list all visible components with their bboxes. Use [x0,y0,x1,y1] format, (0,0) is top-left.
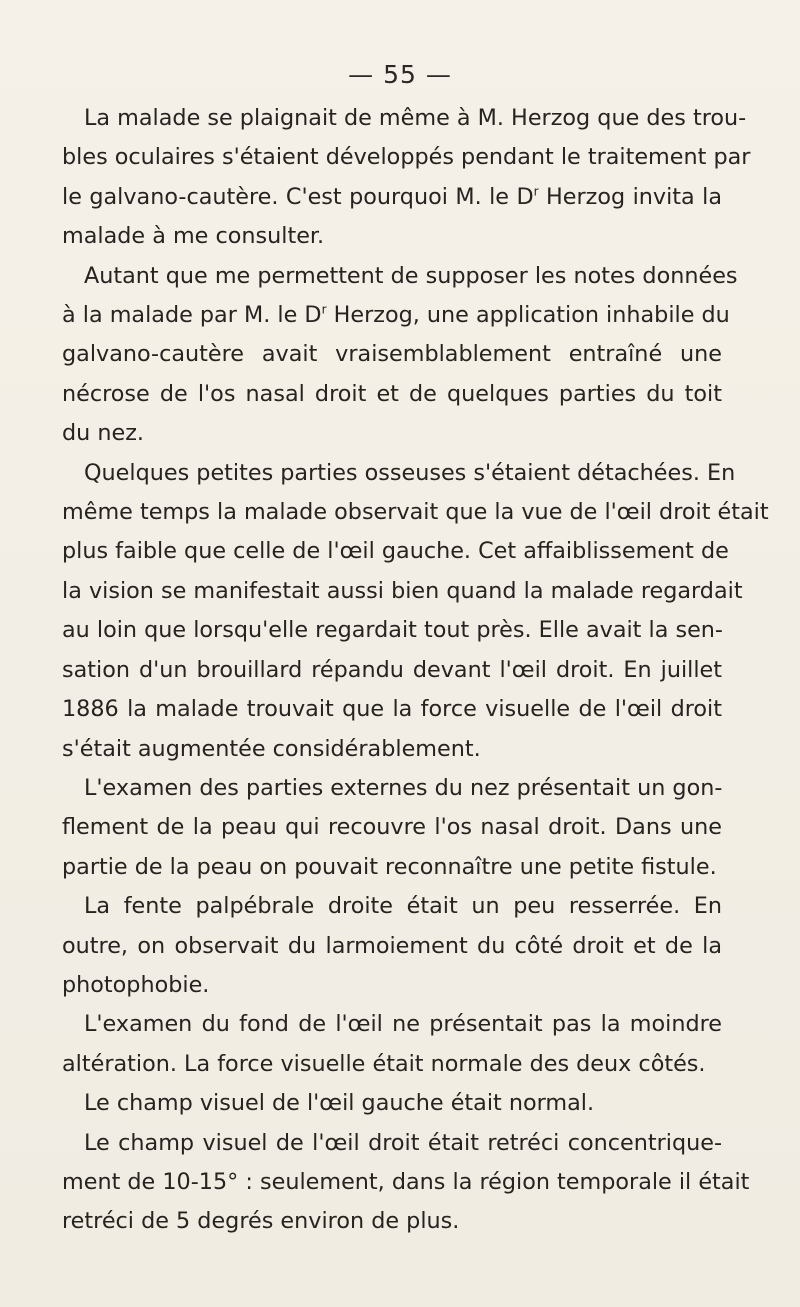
text-line: Quelques petites parties osseuses s'étaient détachées. En [84,459,736,486]
text-line: Le champ visuel de l'œil droit était retréci concentrique- [84,1129,722,1156]
text-line: photophobie. [62,971,210,998]
paragraph [62,1005,722,1084]
text-line: le galvano-cautère. C'est pourquoi M. le $D^r$ Herzog invita la [62,183,722,210]
text-line: 1886 la malade trouvait que la force visuelle de l'œil droit [62,696,722,723]
text-line: Le champ visuel de l'œil gauche était normal. [84,1090,595,1117]
text-line: partie de la peau on pouvait reconnaître une petite fistule. [62,853,717,880]
paragraph [62,1084,722,1123]
body-text [62,99,769,1242]
text-line: à la malade par M. le $D^r$ Herzog, une application inhabile du [62,302,730,329]
text-line: galvano-cautère avait vraisemblablement entraîné une [62,341,722,368]
text-line: bles oculaires s'étaient développés pendant le traitement par [62,144,751,171]
text-line: du nez. [62,420,145,447]
text-line: nécrose de l'os nasal droit et de quelques parties du toit [62,380,722,407]
paragraph [62,887,722,1005]
text-line: outre, on observait du larmoiement du côté droit et de la [62,932,722,959]
text-line: L'examen du fond de l'œil ne présentait pas la moindre [84,1011,722,1038]
text-line: malade à me consulter. [62,223,325,250]
text-line: au loin que lorsqu'elle regardait tout près. Elle avait la sen- [62,617,723,644]
text-line: Autant que me permettent de supposer les notes données [84,262,738,289]
paragraph [62,454,769,769]
text-line: même temps la malade observait que la vue de l'œil droit était [62,499,769,526]
text-line: La fente palpébrale droite était un peu resserrée. En [84,893,722,920]
page-number: — 55 — [348,60,452,89]
paragraph [62,257,738,454]
paragraph [62,1124,750,1242]
paragraph [62,99,751,257]
text-line: L'examen des parties externes du nez présentait un gon- [84,774,723,801]
text-line: retréci de 5 degrés environ de plus. [62,1208,460,1235]
text-line: altération. La force visuelle était normale des deux côtés. [62,1050,706,1077]
text-line: la vision se manifestait aussi bien quand la malade regardait [62,577,743,604]
text-line: plus faible que celle de l'œil gauche. Cet affaiblissement de [62,538,729,565]
text-line: La malade se plaignait de même à M. Herzog que des trou- [84,105,747,131]
text-line: sation d'un brouillard répandu devant l'œil droit. En juillet [62,656,722,683]
text-line: ment de 10-15° : seulement, dans la région temporale il était [62,1168,750,1195]
text-line: s'était augmentée considérablement. [62,735,481,762]
text-line: flement de la peau qui recouvre l'os nasal droit. Dans une [62,814,722,841]
paragraph [62,769,722,887]
